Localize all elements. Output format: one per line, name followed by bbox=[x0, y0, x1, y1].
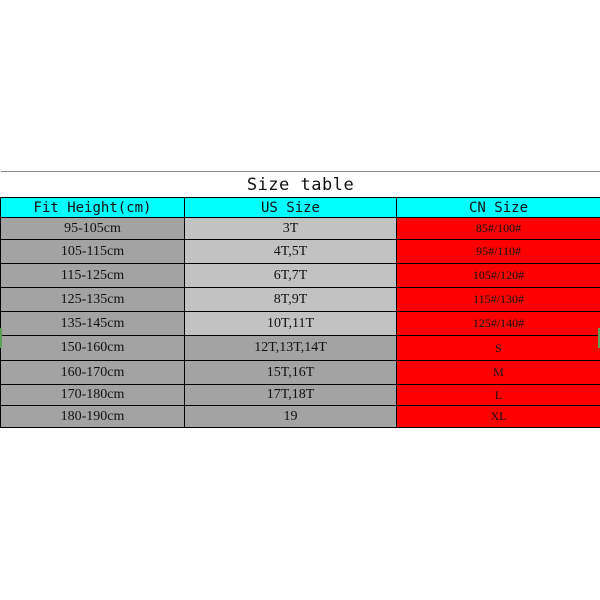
header-cn-size: CN Size bbox=[397, 198, 600, 218]
table-row bbox=[1, 406, 600, 428]
table-row bbox=[1, 336, 600, 361]
table-row bbox=[1, 385, 600, 406]
size-table-container bbox=[0, 171, 600, 428]
us-size-cell: 15T,16T bbox=[185, 361, 397, 385]
fit-height-cell: 105-115cm bbox=[1, 240, 185, 264]
cn-size-cell: XL bbox=[397, 406, 600, 428]
left-edge-mark bbox=[0, 328, 2, 348]
table-row bbox=[1, 264, 600, 288]
us-size-cell: 19 bbox=[185, 406, 397, 428]
fit-height-cell: 170-180cm bbox=[1, 385, 185, 406]
table-row bbox=[1, 312, 600, 336]
table-row bbox=[1, 240, 600, 264]
table-title-row bbox=[1, 172, 600, 198]
us-size-cell: 17T,18T bbox=[185, 385, 397, 406]
fit-height-cell: 95-105cm bbox=[1, 218, 185, 240]
us-size-cell: 6T,7T bbox=[185, 264, 397, 288]
cn-size-cell: 125#/140# bbox=[397, 312, 600, 336]
us-size-cell: 12T,13T,14T bbox=[185, 336, 397, 361]
cn-size-cell: L bbox=[397, 385, 600, 406]
cn-size-cell: 105#/120# bbox=[397, 264, 600, 288]
us-size-cell: 3T bbox=[185, 218, 397, 240]
cn-size-cell: S bbox=[397, 336, 600, 361]
cn-size-cell: 115#/130# bbox=[397, 288, 600, 312]
table-row bbox=[1, 218, 600, 240]
fit-height-cell: 180-190cm bbox=[1, 406, 185, 428]
fit-height-cell: 135-145cm bbox=[1, 312, 185, 336]
table-row bbox=[1, 361, 600, 385]
table-row bbox=[1, 288, 600, 312]
fit-height-cell: 150-160cm bbox=[1, 336, 185, 361]
us-size-cell: 10T,11T bbox=[185, 312, 397, 336]
header-us-size: US Size bbox=[185, 198, 397, 218]
table-title: Size table bbox=[1, 172, 600, 198]
us-size-cell: 8T,9T bbox=[185, 288, 397, 312]
fit-height-cell: 115-125cm bbox=[1, 264, 185, 288]
table-header-row bbox=[1, 198, 600, 218]
fit-height-cell: 125-135cm bbox=[1, 288, 185, 312]
us-size-cell: 4T,5T bbox=[185, 240, 397, 264]
cn-size-cell: 95#/110# bbox=[397, 240, 600, 264]
size-table bbox=[0, 171, 600, 428]
header-fit-height: Fit Height(cm) bbox=[1, 198, 185, 218]
cn-size-cell: 85#/100# bbox=[397, 218, 600, 240]
fit-height-cell: 160-170cm bbox=[1, 361, 185, 385]
cn-size-cell: M bbox=[397, 361, 600, 385]
